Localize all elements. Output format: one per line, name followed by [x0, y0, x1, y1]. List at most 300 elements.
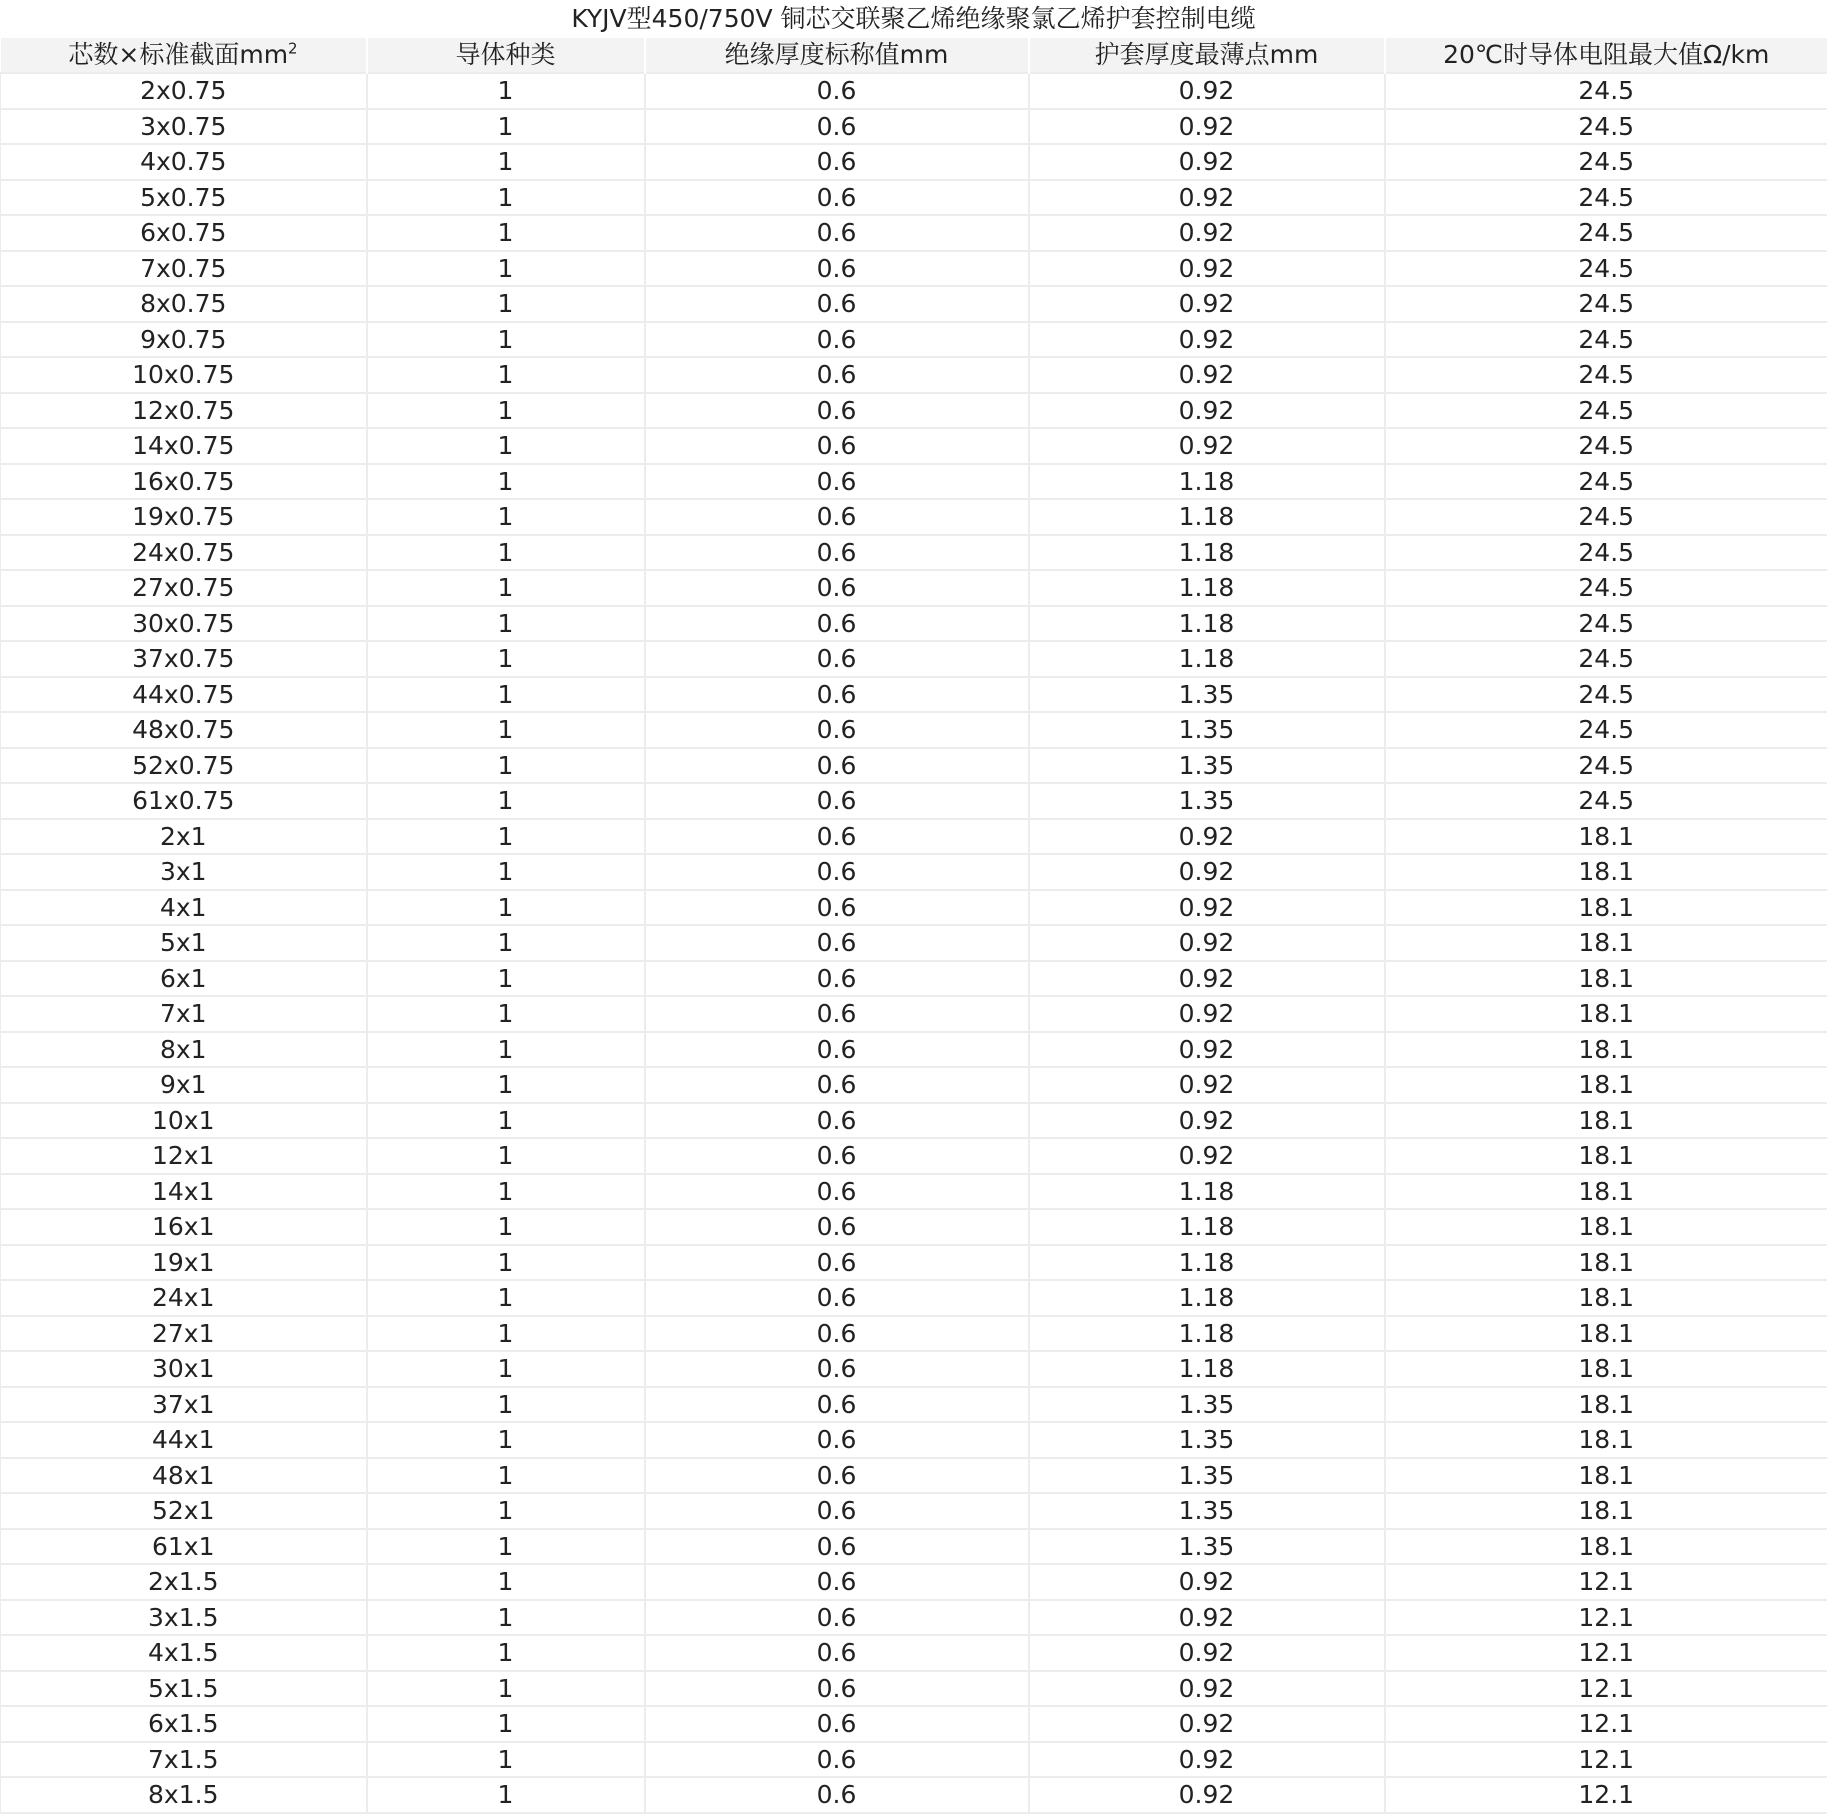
table-row [1, 286, 1827, 322]
cell-sheath-thickness: 0.92 [1029, 109, 1385, 145]
cell-conductor-resistance: 18.1 [1385, 1209, 1827, 1245]
cell-cores-section: 30x1 [1, 1351, 367, 1387]
table-row [1, 677, 1827, 713]
cell-cores-section: 8x1.5 [1, 1777, 367, 1813]
cell-conductor-type: 1 [367, 251, 645, 287]
cell-insulation-thickness: 0.6 [645, 357, 1029, 393]
table-row [1, 570, 1827, 606]
table-row [1, 1032, 1827, 1068]
cell-sheath-thickness: 0.92 [1029, 854, 1385, 890]
cell-insulation-thickness: 0.6 [645, 570, 1029, 606]
cell-cores-section: 4x1.5 [1, 1635, 367, 1671]
table-body [1, 73, 1827, 1813]
cell-cores-section: 52x0.75 [1, 748, 367, 784]
table-row [1, 73, 1827, 109]
table-row [1, 1458, 1827, 1494]
table-row [1, 1422, 1827, 1458]
cell-insulation-thickness: 0.6 [645, 1635, 1029, 1671]
cell-conductor-type: 1 [367, 322, 645, 358]
cell-conductor-type: 1 [367, 854, 645, 890]
table-row [1, 1316, 1827, 1352]
cell-sheath-thickness: 0.92 [1029, 1138, 1385, 1174]
cell-sheath-thickness: 1.18 [1029, 641, 1385, 677]
cell-conductor-resistance: 18.1 [1385, 890, 1827, 926]
table-row [1, 1600, 1827, 1636]
cell-conductor-type: 1 [367, 286, 645, 322]
cell-conductor-type: 1 [367, 1174, 645, 1210]
cell-conductor-resistance: 18.1 [1385, 1032, 1827, 1068]
cell-insulation-thickness: 0.6 [645, 73, 1029, 109]
cell-conductor-resistance: 12.1 [1385, 1742, 1827, 1778]
cell-cores-section: 16x1 [1, 1209, 367, 1245]
header-sheath-thickness: 护套厚度最薄点mm [1029, 38, 1385, 73]
cell-sheath-thickness: 0.92 [1029, 322, 1385, 358]
cell-conductor-resistance: 18.1 [1385, 1174, 1827, 1210]
cell-cores-section: 12x0.75 [1, 393, 367, 429]
cell-cores-section: 37x1 [1, 1387, 367, 1423]
table-row [1, 251, 1827, 287]
cell-insulation-thickness: 0.6 [645, 1600, 1029, 1636]
cell-conductor-resistance: 24.5 [1385, 783, 1827, 819]
cell-cores-section: 61x1 [1, 1529, 367, 1565]
cell-cores-section: 14x1 [1, 1174, 367, 1210]
cell-cores-section: 48x1 [1, 1458, 367, 1494]
cell-cores-section: 27x1 [1, 1316, 367, 1352]
cell-sheath-thickness: 0.92 [1029, 251, 1385, 287]
cell-conductor-resistance: 18.1 [1385, 1245, 1827, 1281]
cell-conductor-type: 1 [367, 1564, 645, 1600]
cell-conductor-resistance: 18.1 [1385, 1529, 1827, 1565]
cell-conductor-type: 1 [367, 1493, 645, 1529]
cell-sheath-thickness: 1.35 [1029, 1387, 1385, 1423]
cell-conductor-resistance: 18.1 [1385, 819, 1827, 855]
cell-conductor-type: 1 [367, 961, 645, 997]
cell-cores-section: 4x0.75 [1, 144, 367, 180]
cell-cores-section: 24x1 [1, 1280, 367, 1316]
cell-cores-section: 6x0.75 [1, 215, 367, 251]
cell-conductor-type: 1 [367, 1706, 645, 1742]
cell-insulation-thickness: 0.6 [645, 393, 1029, 429]
cell-insulation-thickness: 0.6 [645, 1706, 1029, 1742]
cell-insulation-thickness: 0.6 [645, 1458, 1029, 1494]
table-row [1, 1103, 1827, 1139]
cell-insulation-thickness: 0.6 [645, 854, 1029, 890]
cell-conductor-resistance: 24.5 [1385, 73, 1827, 109]
cell-conductor-resistance: 24.5 [1385, 393, 1827, 429]
cell-conductor-resistance: 24.5 [1385, 499, 1827, 535]
cell-sheath-thickness: 0.92 [1029, 1706, 1385, 1742]
cell-cores-section: 5x0.75 [1, 180, 367, 216]
table-row [1, 1067, 1827, 1103]
cell-cores-section: 9x0.75 [1, 322, 367, 358]
table-row [1, 1209, 1827, 1245]
cell-cores-section: 48x0.75 [1, 712, 367, 748]
cell-insulation-thickness: 0.6 [645, 1777, 1029, 1813]
table-row [1, 322, 1827, 358]
cell-sheath-thickness: 0.92 [1029, 996, 1385, 1032]
cell-insulation-thickness: 0.6 [645, 464, 1029, 500]
cell-conductor-type: 1 [367, 748, 645, 784]
table-row [1, 1742, 1827, 1778]
cell-sheath-thickness: 0.92 [1029, 357, 1385, 393]
table-header-row [1, 38, 1827, 73]
cell-conductor-resistance: 24.5 [1385, 641, 1827, 677]
cell-insulation-thickness: 0.6 [645, 925, 1029, 961]
cell-conductor-type: 1 [367, 464, 645, 500]
cell-sheath-thickness: 1.35 [1029, 1493, 1385, 1529]
cell-cores-section: 9x1 [1, 1067, 367, 1103]
table-row [1, 1493, 1827, 1529]
cell-sheath-thickness: 1.18 [1029, 499, 1385, 535]
cell-conductor-resistance: 24.5 [1385, 748, 1827, 784]
cell-conductor-type: 1 [367, 1742, 645, 1778]
header-cores-section-superscript: 2 [288, 40, 298, 58]
cell-insulation-thickness: 0.6 [645, 1671, 1029, 1707]
cell-conductor-type: 1 [367, 144, 645, 180]
table-title: KYJV型450/750V 铜芯交联聚乙烯绝缘聚氯乙烯护套控制电缆 [0, 0, 1827, 38]
cell-conductor-resistance: 18.1 [1385, 1351, 1827, 1387]
cell-conductor-type: 1 [367, 215, 645, 251]
cell-sheath-thickness: 0.92 [1029, 180, 1385, 216]
cell-cores-section: 16x0.75 [1, 464, 367, 500]
table-row [1, 1245, 1827, 1281]
cell-cores-section: 6x1.5 [1, 1706, 367, 1742]
cell-conductor-type: 1 [367, 1245, 645, 1281]
cell-insulation-thickness: 0.6 [645, 535, 1029, 571]
cell-conductor-resistance: 12.1 [1385, 1777, 1827, 1813]
cell-insulation-thickness: 0.6 [645, 1493, 1029, 1529]
cell-insulation-thickness: 0.6 [645, 1032, 1029, 1068]
table-row [1, 215, 1827, 251]
header-conductor-resistance: 20℃时导体电阻最大值Ω/km [1385, 38, 1827, 73]
table-row [1, 641, 1827, 677]
cell-conductor-resistance: 24.5 [1385, 570, 1827, 606]
table-row [1, 1706, 1827, 1742]
cell-conductor-type: 1 [367, 783, 645, 819]
cell-conductor-type: 1 [367, 1671, 645, 1707]
cell-conductor-type: 1 [367, 499, 645, 535]
cell-cores-section: 7x1.5 [1, 1742, 367, 1778]
cell-sheath-thickness: 1.18 [1029, 1280, 1385, 1316]
table-row [1, 819, 1827, 855]
cell-sheath-thickness: 0.92 [1029, 1564, 1385, 1600]
cell-insulation-thickness: 0.6 [645, 1174, 1029, 1210]
cell-insulation-thickness: 0.6 [645, 1422, 1029, 1458]
cell-conductor-type: 1 [367, 1209, 645, 1245]
cell-insulation-thickness: 0.6 [645, 1351, 1029, 1387]
cell-sheath-thickness: 0.92 [1029, 1067, 1385, 1103]
cell-conductor-type: 1 [367, 428, 645, 464]
cell-conductor-resistance: 24.5 [1385, 357, 1827, 393]
table-row [1, 748, 1827, 784]
cell-insulation-thickness: 0.6 [645, 322, 1029, 358]
cell-conductor-resistance: 24.5 [1385, 251, 1827, 287]
cell-conductor-resistance: 18.1 [1385, 1422, 1827, 1458]
cell-insulation-thickness: 0.6 [645, 1529, 1029, 1565]
header-cores-section-label: 芯数×标准截面mm [68, 40, 288, 69]
cell-insulation-thickness: 0.6 [645, 180, 1029, 216]
cell-cores-section: 2x1 [1, 819, 367, 855]
cell-insulation-thickness: 0.6 [645, 428, 1029, 464]
table-row [1, 109, 1827, 145]
cell-conductor-resistance: 12.1 [1385, 1600, 1827, 1636]
cell-sheath-thickness: 0.92 [1029, 286, 1385, 322]
cell-conductor-type: 1 [367, 641, 645, 677]
cell-conductor-resistance: 24.5 [1385, 535, 1827, 571]
cell-conductor-resistance: 24.5 [1385, 428, 1827, 464]
cell-insulation-thickness: 0.6 [645, 109, 1029, 145]
cell-cores-section: 44x1 [1, 1422, 367, 1458]
cell-cores-section: 24x0.75 [1, 535, 367, 571]
cell-conductor-resistance: 18.1 [1385, 1280, 1827, 1316]
cell-insulation-thickness: 0.6 [645, 712, 1029, 748]
cell-conductor-type: 1 [367, 677, 645, 713]
cell-cores-section: 8x1 [1, 1032, 367, 1068]
cell-cores-section: 5x1 [1, 925, 367, 961]
cell-cores-section: 10x0.75 [1, 357, 367, 393]
cell-insulation-thickness: 0.6 [645, 1742, 1029, 1778]
cell-sheath-thickness: 1.18 [1029, 535, 1385, 571]
cell-conductor-resistance: 24.5 [1385, 322, 1827, 358]
cell-conductor-type: 1 [367, 570, 645, 606]
cell-conductor-resistance: 18.1 [1385, 1493, 1827, 1529]
cell-conductor-resistance: 18.1 [1385, 1387, 1827, 1423]
cell-conductor-resistance: 18.1 [1385, 925, 1827, 961]
table-row [1, 854, 1827, 890]
cell-sheath-thickness: 1.18 [1029, 570, 1385, 606]
cell-sheath-thickness: 1.18 [1029, 606, 1385, 642]
cell-insulation-thickness: 0.6 [645, 499, 1029, 535]
cell-cores-section: 3x1 [1, 854, 367, 890]
cell-conductor-resistance: 18.1 [1385, 1138, 1827, 1174]
cell-insulation-thickness: 0.6 [645, 1280, 1029, 1316]
cell-sheath-thickness: 1.18 [1029, 1351, 1385, 1387]
cell-conductor-resistance: 12.1 [1385, 1635, 1827, 1671]
cell-conductor-resistance: 24.5 [1385, 606, 1827, 642]
cell-conductor-type: 1 [367, 1387, 645, 1423]
cell-sheath-thickness: 0.92 [1029, 1600, 1385, 1636]
cell-conductor-type: 1 [367, 1635, 645, 1671]
table-row [1, 180, 1827, 216]
cell-conductor-resistance: 24.5 [1385, 286, 1827, 322]
header-cores-section [1, 38, 367, 73]
table-row [1, 535, 1827, 571]
cell-insulation-thickness: 0.6 [645, 890, 1029, 926]
cell-conductor-resistance: 12.1 [1385, 1564, 1827, 1600]
cell-sheath-thickness: 0.92 [1029, 1635, 1385, 1671]
cell-conductor-resistance: 18.1 [1385, 1316, 1827, 1352]
table-row [1, 1777, 1827, 1813]
cell-conductor-resistance: 24.5 [1385, 677, 1827, 713]
cell-sheath-thickness: 0.92 [1029, 1742, 1385, 1778]
table-row [1, 144, 1827, 180]
cell-insulation-thickness: 0.6 [645, 1103, 1029, 1139]
cell-cores-section: 2x1.5 [1, 1564, 367, 1600]
cell-cores-section: 44x0.75 [1, 677, 367, 713]
cell-cores-section: 3x1.5 [1, 1600, 367, 1636]
cell-conductor-resistance: 18.1 [1385, 996, 1827, 1032]
cell-conductor-type: 1 [367, 1777, 645, 1813]
cell-conductor-type: 1 [367, 1422, 645, 1458]
cell-sheath-thickness: 0.92 [1029, 1103, 1385, 1139]
table-row [1, 464, 1827, 500]
cell-insulation-thickness: 0.6 [645, 144, 1029, 180]
table-row [1, 499, 1827, 535]
cell-sheath-thickness: 0.92 [1029, 1671, 1385, 1707]
cell-sheath-thickness: 1.35 [1029, 1529, 1385, 1565]
cell-insulation-thickness: 0.6 [645, 783, 1029, 819]
cell-conductor-type: 1 [367, 996, 645, 1032]
cell-insulation-thickness: 0.6 [645, 606, 1029, 642]
cell-conductor-type: 1 [367, 535, 645, 571]
table-row [1, 1671, 1827, 1707]
cell-sheath-thickness: 1.18 [1029, 1245, 1385, 1281]
cell-cores-section: 61x0.75 [1, 783, 367, 819]
cell-cores-section: 12x1 [1, 1138, 367, 1174]
cell-insulation-thickness: 0.6 [645, 819, 1029, 855]
cell-conductor-type: 1 [367, 1280, 645, 1316]
cell-cores-section: 37x0.75 [1, 641, 367, 677]
cell-sheath-thickness: 0.92 [1029, 73, 1385, 109]
cell-insulation-thickness: 0.6 [645, 215, 1029, 251]
table-row [1, 712, 1827, 748]
cell-conductor-type: 1 [367, 1138, 645, 1174]
cell-sheath-thickness: 0.92 [1029, 925, 1385, 961]
cell-cores-section: 7x1 [1, 996, 367, 1032]
cell-conductor-type: 1 [367, 1032, 645, 1068]
cell-conductor-resistance: 24.5 [1385, 464, 1827, 500]
table-row [1, 1635, 1827, 1671]
cell-conductor-type: 1 [367, 73, 645, 109]
cell-conductor-resistance: 24.5 [1385, 712, 1827, 748]
table-row [1, 1529, 1827, 1565]
table-row [1, 961, 1827, 997]
cell-conductor-type: 1 [367, 606, 645, 642]
table-row [1, 783, 1827, 819]
cell-sheath-thickness: 0.92 [1029, 890, 1385, 926]
cell-conductor-resistance: 24.5 [1385, 109, 1827, 145]
cell-cores-section: 7x0.75 [1, 251, 367, 287]
cell-conductor-type: 1 [367, 1316, 645, 1352]
cell-sheath-thickness: 1.18 [1029, 1174, 1385, 1210]
cable-spec-table [0, 38, 1827, 1814]
table-row [1, 996, 1827, 1032]
cell-insulation-thickness: 0.6 [645, 1564, 1029, 1600]
cell-sheath-thickness: 1.18 [1029, 464, 1385, 500]
cell-cores-section: 10x1 [1, 1103, 367, 1139]
table-row [1, 1564, 1827, 1600]
cell-cores-section: 4x1 [1, 890, 367, 926]
cell-sheath-thickness: 1.35 [1029, 1422, 1385, 1458]
cell-sheath-thickness: 1.35 [1029, 783, 1385, 819]
header-conductor-type: 导体种类 [367, 38, 645, 73]
cell-conductor-resistance: 18.1 [1385, 961, 1827, 997]
cell-insulation-thickness: 0.6 [645, 748, 1029, 784]
cell-conductor-resistance: 24.5 [1385, 215, 1827, 251]
cell-conductor-type: 1 [367, 712, 645, 748]
header-insulation-thickness: 绝缘厚度标称值mm [645, 38, 1029, 73]
cell-insulation-thickness: 0.6 [645, 996, 1029, 1032]
cell-cores-section: 6x1 [1, 961, 367, 997]
cell-insulation-thickness: 0.6 [645, 1138, 1029, 1174]
cell-insulation-thickness: 0.6 [645, 641, 1029, 677]
cell-insulation-thickness: 0.6 [645, 251, 1029, 287]
cell-cores-section: 8x0.75 [1, 286, 367, 322]
cell-insulation-thickness: 0.6 [645, 961, 1029, 997]
cell-sheath-thickness: 0.92 [1029, 393, 1385, 429]
cell-insulation-thickness: 0.6 [645, 1245, 1029, 1281]
cell-conductor-resistance: 18.1 [1385, 1103, 1827, 1139]
cell-sheath-thickness: 0.92 [1029, 961, 1385, 997]
cell-conductor-type: 1 [367, 1351, 645, 1387]
cell-sheath-thickness: 1.35 [1029, 677, 1385, 713]
cell-sheath-thickness: 1.35 [1029, 1458, 1385, 1494]
table-row [1, 1351, 1827, 1387]
cell-conductor-resistance: 12.1 [1385, 1671, 1827, 1707]
cell-sheath-thickness: 1.18 [1029, 1316, 1385, 1352]
cell-insulation-thickness: 0.6 [645, 1067, 1029, 1103]
cell-sheath-thickness: 1.35 [1029, 748, 1385, 784]
cell-conductor-type: 1 [367, 1103, 645, 1139]
cell-sheath-thickness: 0.92 [1029, 1032, 1385, 1068]
cell-conductor-type: 1 [367, 925, 645, 961]
cell-cores-section: 19x1 [1, 1245, 367, 1281]
table-row [1, 890, 1827, 926]
cell-conductor-type: 1 [367, 393, 645, 429]
cell-insulation-thickness: 0.6 [645, 677, 1029, 713]
cell-conductor-type: 1 [367, 1529, 645, 1565]
table-row [1, 428, 1827, 464]
cell-cores-section: 52x1 [1, 1493, 367, 1529]
cell-sheath-thickness: 0.92 [1029, 819, 1385, 855]
cell-cores-section: 30x0.75 [1, 606, 367, 642]
cell-conductor-type: 1 [367, 890, 645, 926]
cell-conductor-resistance: 18.1 [1385, 1067, 1827, 1103]
cell-sheath-thickness: 1.18 [1029, 1209, 1385, 1245]
cell-cores-section: 5x1.5 [1, 1671, 367, 1707]
cell-cores-section: 27x0.75 [1, 570, 367, 606]
cell-conductor-resistance: 18.1 [1385, 1458, 1827, 1494]
cell-sheath-thickness: 0.92 [1029, 144, 1385, 180]
table-row [1, 1280, 1827, 1316]
cell-insulation-thickness: 0.6 [645, 1316, 1029, 1352]
cell-cores-section: 19x0.75 [1, 499, 367, 535]
cell-insulation-thickness: 0.6 [645, 286, 1029, 322]
cell-cores-section: 3x0.75 [1, 109, 367, 145]
cell-sheath-thickness: 0.92 [1029, 428, 1385, 464]
cell-conductor-type: 1 [367, 109, 645, 145]
cell-conductor-type: 1 [367, 357, 645, 393]
cell-conductor-type: 1 [367, 1067, 645, 1103]
table-row [1, 1387, 1827, 1423]
cell-conductor-type: 1 [367, 1600, 645, 1636]
cell-sheath-thickness: 0.92 [1029, 1777, 1385, 1813]
cell-conductor-resistance: 24.5 [1385, 180, 1827, 216]
cell-conductor-type: 1 [367, 180, 645, 216]
table-row [1, 925, 1827, 961]
table-row [1, 357, 1827, 393]
cell-insulation-thickness: 0.6 [645, 1209, 1029, 1245]
cell-sheath-thickness: 1.35 [1029, 712, 1385, 748]
table-row [1, 1174, 1827, 1210]
cell-conductor-resistance: 12.1 [1385, 1706, 1827, 1742]
cell-conductor-type: 1 [367, 1458, 645, 1494]
table-row [1, 606, 1827, 642]
cell-cores-section: 14x0.75 [1, 428, 367, 464]
cell-conductor-resistance: 24.5 [1385, 144, 1827, 180]
cell-conductor-type: 1 [367, 819, 645, 855]
cell-sheath-thickness: 0.92 [1029, 215, 1385, 251]
